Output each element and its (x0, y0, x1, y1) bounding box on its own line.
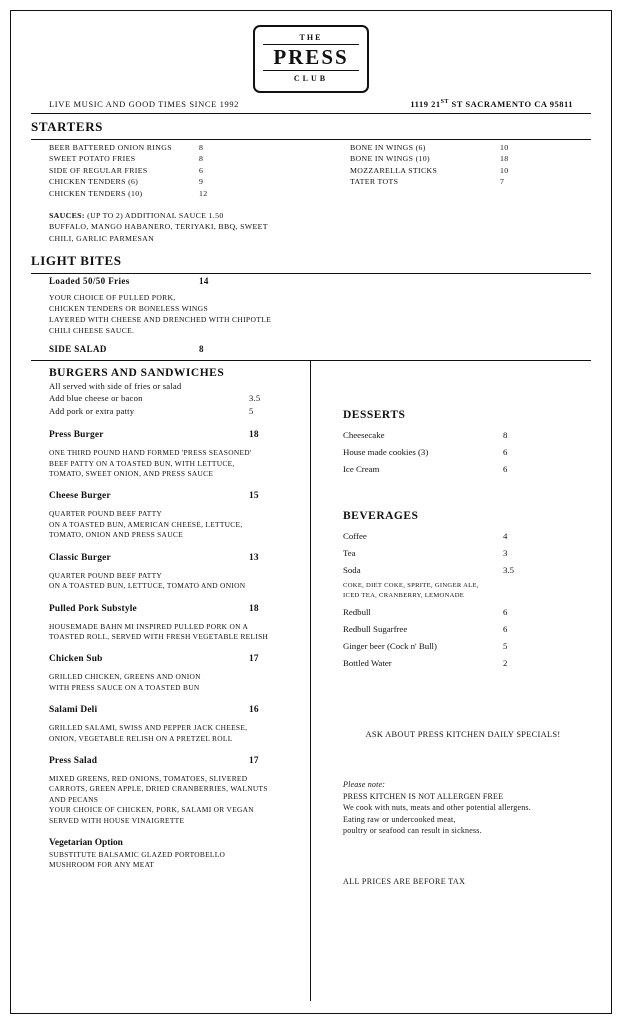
item-price: 18 (249, 603, 259, 614)
desc-line: TOASTED ROLL, SERVED WITH FRESH VEGETABLE RELISH (49, 631, 269, 641)
item-name: Chicken Sub (49, 654, 103, 665)
item-name: Bottled Water (343, 658, 392, 669)
beverage-row (343, 638, 583, 655)
item-price: 8 (199, 143, 204, 152)
item-name: CHICKEN TENDERS (10) (49, 188, 143, 198)
burgers-column (31, 361, 311, 1001)
item-price: 3.5 (249, 393, 261, 404)
allergen-note (343, 779, 583, 837)
desserts-title: DESSERTS (343, 409, 406, 422)
item-price: 3 (503, 548, 508, 559)
item-price: 6 (503, 464, 508, 475)
loaded-fries-description (31, 292, 591, 336)
item-price: 18 (249, 430, 259, 441)
desc-line: CHILI CHEESE SAUCE. (49, 326, 135, 336)
sauces-note: (UP TO 2) ADDITIONAL SAUCE 1.50 (87, 211, 224, 221)
dessert-row (343, 427, 583, 444)
sauces-list-line-2: CHILI, GARLIC PARMESAN (49, 233, 155, 243)
desc-line: GRILLED SALAMI, SWISS AND PEPPER JACK CHEESE, (49, 723, 248, 733)
burger-item-row (49, 755, 300, 768)
starters-section (31, 140, 591, 203)
item-price: 13 (249, 552, 259, 563)
beverage-row (343, 655, 583, 672)
burger-item-description (49, 509, 300, 540)
main-body (31, 360, 591, 1001)
beverage-row (343, 528, 583, 545)
desc-line: HOUSEMADE BAHN MI INSPIRED PULLED PORK ON A (49, 621, 249, 631)
address (410, 99, 573, 109)
note-title: Please note: (343, 780, 386, 790)
item-name: Classic Burger (49, 552, 111, 563)
item-price: 5 (503, 641, 508, 652)
desc-line: GRILLED CHICKEN, GREENS AND ONION (49, 672, 201, 682)
desserts-beverages-column (311, 361, 591, 1001)
desc-line: ICED TEA, CRANBERRY, LEMONADE (343, 591, 465, 599)
item-price: 10 (500, 143, 509, 152)
item-price: 6 (503, 447, 508, 458)
item-price: 9 (199, 177, 204, 187)
sauces-block (31, 210, 591, 244)
desc-line: LAYERED WITH CHEESE AND DRENCHED WITH CHIPOTLE (49, 315, 272, 325)
item-price: 17 (249, 654, 259, 665)
item-name: Coffee (343, 531, 367, 542)
address-rest: ST SACRAMENTO CA 95811 (448, 99, 573, 109)
item-price: 5 (249, 406, 254, 417)
menu-frame (10, 10, 612, 1014)
desc-line: QUARTER POUND BEEF PATTY (49, 570, 163, 580)
note-line-3: Eating raw or undercooked meat, (343, 814, 456, 824)
item-name: Loaded 50/50 Fries (49, 276, 130, 287)
item-name: Pulled Pork Substyle (49, 603, 137, 614)
logo-the-text: THE (299, 33, 323, 42)
dessert-row (343, 461, 583, 478)
item-name: SWEET POTATO FRIES (49, 154, 136, 164)
dessert-row (343, 444, 583, 461)
addon-row (49, 392, 300, 405)
starters-title: STARTERS (31, 119, 104, 134)
item-name: Ginger beer (Cock n' Bull) (343, 641, 437, 652)
item-name: Press Burger (49, 430, 104, 441)
note-line-4: poultry or seafood can result in sickness. (343, 826, 482, 836)
beverage-row (343, 621, 583, 638)
menu-item (49, 153, 290, 164)
item-price: 2 (503, 658, 508, 669)
desc-line: CARROTS, GREEN APPLE, DRIED CRANBERRIES, WALNUTS (49, 784, 268, 794)
desc-line: COKE, DIET COKE, SPRITE, GINGER ALE, (343, 582, 479, 590)
desc-line: ON A TOASTED BUN, LETTUCE, TOMATO AND ONION (49, 581, 246, 591)
item-name: Press Salad (49, 755, 98, 766)
item-price: 15 (249, 491, 259, 502)
item-name: MOZZARELLA STICKS (350, 165, 438, 175)
desc-line: TOMATO, SWEET ONION, AND PRESS SAUCE (49, 469, 214, 479)
menu-item (350, 165, 591, 176)
burger-item-description (49, 571, 300, 592)
desc-line: SUBSTITUTE BALSAMIC GLAZED PORTOBELLO (49, 849, 226, 859)
beverage-row (343, 545, 583, 562)
loaded-fries-row (31, 276, 591, 286)
item-price: 10 (500, 165, 509, 175)
burger-item-row (49, 552, 300, 565)
address-suffix: ST (440, 99, 449, 106)
addon-row (49, 405, 300, 418)
desc-line: WITH PRESS SAUCE ON A TOASTED BUN (49, 682, 200, 692)
sauces-line (49, 210, 591, 221)
menu-item (49, 165, 290, 176)
desc-line: YOUR CHOICE OF CHICKEN, PORK, SALAMI OR VEGAN (49, 805, 254, 815)
item-name: Soda (343, 565, 361, 576)
item-name: Cheese Burger (49, 491, 111, 502)
desc-line: ON A TOASTED BUN, AMERICAN CHEESE, LETTUCE, (49, 519, 243, 529)
item-price: 8 (503, 430, 508, 441)
press-club-logo (253, 25, 369, 93)
item-name: Redbull Sugarfree (343, 624, 408, 635)
desc-line: QUARTER POUND BEEF PATTY (49, 509, 163, 519)
menu-item (350, 142, 591, 153)
soda-options (343, 581, 583, 600)
item-price: 16 (249, 705, 259, 716)
desc-line: CHICKEN TENDERS OR BONELESS WINGS (49, 304, 208, 314)
beverage-row (343, 562, 583, 579)
desc-line: MUSHROOM FOR ANY MEAT (49, 860, 155, 870)
item-price: 6 (503, 607, 508, 618)
item-price: 6 (199, 165, 204, 175)
header-row (31, 99, 591, 114)
item-name: CHICKEN TENDERS (6) (49, 177, 139, 187)
desc-line: SERVED WITH HOUSE VINAIGRETTE (49, 815, 185, 825)
item-price: 7 (500, 177, 505, 187)
side-salad-row (31, 344, 591, 354)
vegetarian-option-description (49, 850, 300, 871)
item-name: BEER BATTERED ONION RINGS (49, 143, 172, 152)
item-price: 14 (199, 276, 209, 287)
burger-item-row (49, 704, 300, 717)
desc-line: YOUR CHOICE OF PULLED PORK, (49, 293, 176, 303)
item-price: 4 (503, 531, 508, 542)
logo-press-text: PRESS (263, 44, 359, 71)
sauces-list-line-1: BUFFALO, MANGO HABANERO, TERIYAKI, BBQ, SWEET (49, 222, 268, 232)
daily-specials-note: ASK ABOUT PRESS KITCHEN DAILY SPECIALS! (365, 730, 561, 740)
item-name: BONE IN WINGS (10) (350, 154, 431, 164)
item-name: SIDE SALAD (49, 344, 107, 355)
item-name: Cheesecake (343, 430, 385, 441)
burger-item-row (49, 603, 300, 616)
item-name: BONE IN WINGS (6) (350, 143, 426, 152)
item-price: 18 (500, 154, 509, 164)
light-bites-rule (31, 273, 591, 274)
item-price: 8 (199, 154, 204, 164)
menu-item (350, 153, 591, 164)
starters-right-column (290, 142, 591, 199)
burger-item-description (49, 622, 300, 643)
logo-container (31, 25, 591, 93)
burger-item-description (49, 672, 300, 693)
vegetarian-option-title: Vegetarian Option (49, 837, 123, 848)
prices-footer: ALL PRICES ARE BEFORE TAX (343, 876, 466, 886)
item-name: Redbull (343, 607, 371, 618)
logo-club-text: CLUB (293, 74, 329, 83)
beverage-row (343, 604, 583, 621)
menu-item (49, 188, 290, 199)
burgers-title: BURGERS AND SANDWICHES (49, 367, 225, 380)
burger-item-description (49, 774, 300, 826)
menu-item (350, 176, 591, 187)
desc-line: TOMATO, ONION AND PRESS SAUCE (49, 530, 183, 540)
item-name: Ice Cream (343, 464, 380, 475)
desc-line: ONE THIRD POUND HAND FORMED 'PRESS SEASONED' (49, 448, 252, 458)
menu-item (49, 176, 290, 187)
burger-item-description (49, 723, 300, 744)
item-name: TATER TOTS (350, 177, 399, 187)
address-number: 1119 21 (410, 99, 441, 109)
starters-left-column (31, 142, 290, 199)
sauces-label: SAUCES: (49, 211, 85, 221)
burger-item-row (49, 429, 300, 442)
burger-item-row (49, 490, 300, 503)
desc-line: BEEF PATTY ON A TOASTED BUN, WITH LETTUCE, (49, 458, 235, 468)
note-line-2: We cook with nuts, meats and other potential allergens. (343, 803, 531, 813)
item-price: 3.5 (503, 565, 514, 576)
item-name: Tea (343, 548, 356, 559)
item-price: 12 (199, 188, 208, 198)
burger-item-description (49, 448, 300, 479)
item-price: 6 (503, 624, 508, 635)
item-name: Salami Deli (49, 705, 98, 716)
item-name: Add pork or extra patty (49, 406, 135, 417)
note-line-1: PRESS KITCHEN IS NOT ALLERGEN FREE (343, 791, 504, 801)
burgers-subnote: All served with side of fries or salad (49, 381, 182, 392)
desc-line: ONION, VEGETABLE RELISH ON A PRETZEL ROLL (49, 733, 233, 743)
light-bites-title: LIGHT BITES (31, 253, 122, 269)
item-name: SIDE OF REGULAR FRIES (49, 165, 148, 175)
item-price: 17 (249, 755, 259, 766)
item-name: House made cookies (3) (343, 447, 429, 458)
menu-item (49, 142, 290, 153)
item-name: Add blue cheese or bacon (49, 393, 143, 404)
burger-item-row (49, 653, 300, 666)
desc-line: MIXED GREENS, RED ONIONS, TOMATOES, SLIVERED (49, 773, 248, 783)
desc-line: AND PECANS (49, 794, 99, 804)
tagline: LIVE MUSIC AND GOOD TIMES SINCE 1992 (49, 99, 240, 109)
beverages-title: BEVERAGES (343, 510, 419, 523)
item-price: 8 (199, 344, 204, 355)
